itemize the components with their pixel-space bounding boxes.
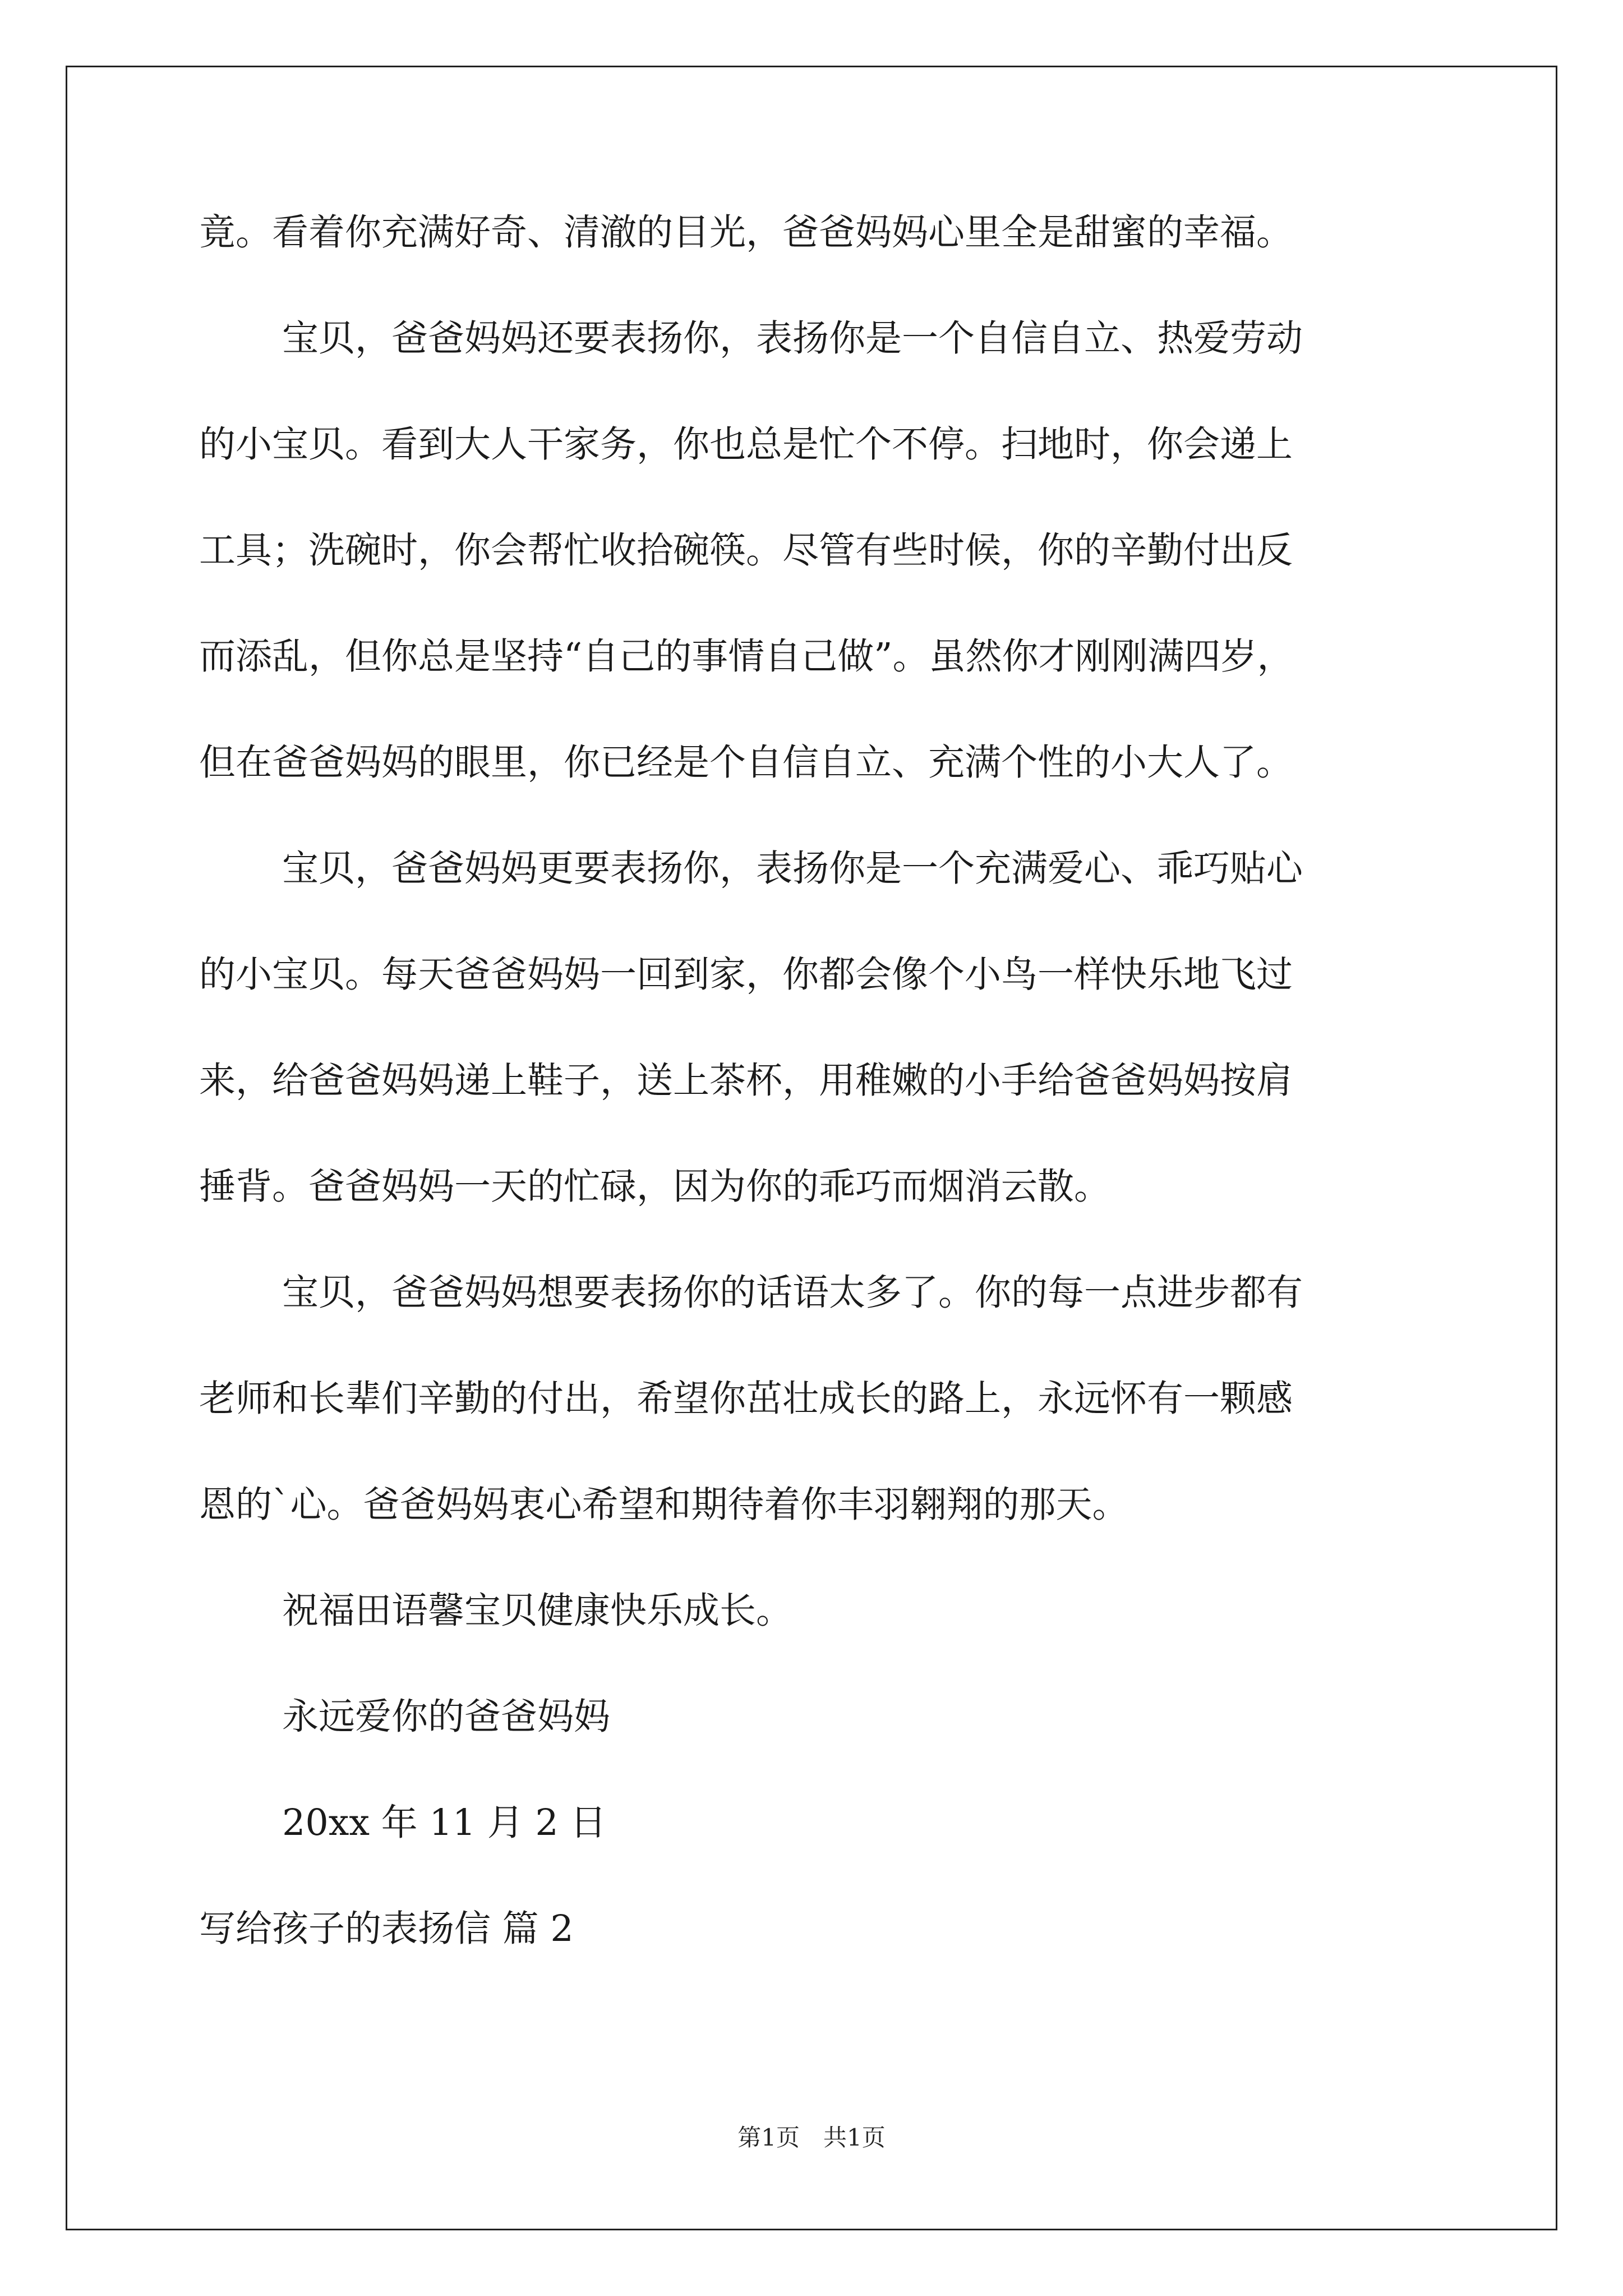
text-line: 的小宝贝。每天爸爸妈妈一回到家，你都会像个小鸟一样快乐地飞过: [199, 954, 1293, 996]
text-line: 的小宝贝。看到大人干家务，你也总是忙个不停。扫地时，你会递上: [199, 424, 1293, 466]
text-line: 但在爸爸妈妈的眼里，你已经是个自信自立、充满个性的小大人了。: [199, 742, 1293, 784]
paragraph-start: 宝贝，爸爸妈妈还要表扬你，表扬你是一个自信自立、热爱劳动: [282, 318, 1303, 360]
text-line: 老师和长辈们辛勤的付出，希望你茁壮成长的路上，永远怀有一颗感: [199, 1378, 1293, 1420]
paragraph-start: 宝贝，爸爸妈妈想要表扬你的话语太多了。你的每一点进步都有: [282, 1272, 1303, 1314]
text-line: 工具；洗碗时，你会帮忙收拾碗筷。尽管有些时候，你的辛勤付出反: [199, 530, 1293, 572]
text-line: 来，给爸爸妈妈递上鞋子，送上茶杯，用稚嫩的小手给爸爸妈妈按肩: [199, 1060, 1293, 1102]
page-footer: 第1页 共1页: [737, 2124, 886, 2151]
blessing-line: 祝福田语馨宝贝健康快乐成长。: [282, 1590, 793, 1632]
date-line: 20xx 年 11 月 2 日: [282, 1802, 607, 1844]
text-line: 捶背。爸爸妈妈一天的忙碌，因为你的乖巧而烟消云散。: [199, 1166, 1111, 1208]
text-line: 而添乱，但你总是坚持“自己的事情自己做”。虽然你才刚刚满四岁，: [199, 636, 1294, 678]
signature-line: 永远爱你的爸爸妈妈: [282, 1696, 611, 1738]
text-line: 竟。看着你充满好奇、清澈的目光，爸爸妈妈心里全是甜蜜的幸福。: [199, 211, 1293, 254]
text-line: 恩的`心。爸爸妈妈衷心希望和期待着你丰羽翱翔的那天。: [199, 1484, 1129, 1526]
document-body: [199, 211, 1427, 2014]
paragraph-start: 宝贝，爸爸妈妈更要表扬你，表扬你是一个充满爱心、乖巧贴心: [282, 848, 1303, 890]
section-heading: 写给孩子的表扬信 篇 2: [199, 1908, 574, 1950]
